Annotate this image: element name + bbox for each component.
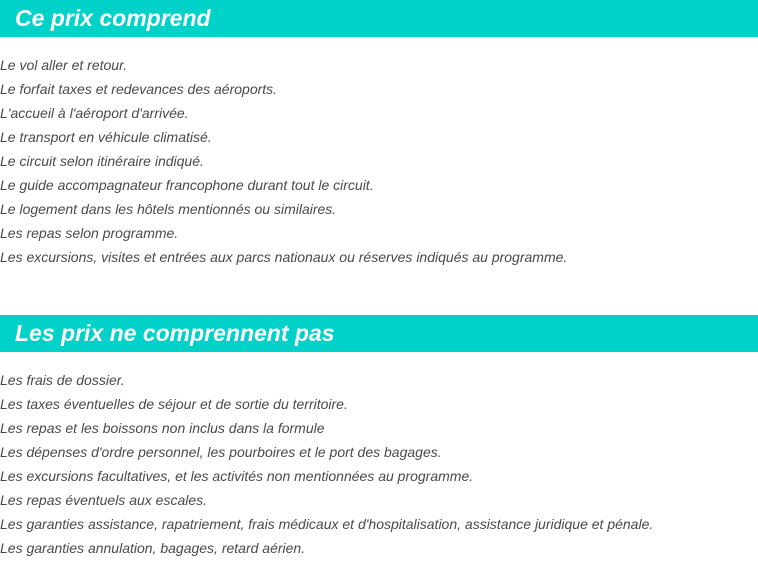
included-item: Le circuit selon itinéraire indiqué. (0, 153, 204, 169)
excluded-item: Les repas et les boissons non inclus dans la formule (0, 420, 325, 436)
excluded-item: Les excursions facultatives, et les activités non mentionnées au programme. (0, 468, 474, 484)
included-item: L'accueil à l'aéroport d'arrivée. (0, 105, 189, 121)
included-item: Le forfait taxes et redevances des aéroports. (0, 81, 278, 97)
excluded-section (0, 315, 758, 560)
included-item: Le transport en véhicule climatisé. (0, 129, 212, 145)
excluded-item: Les garanties assistance, rapatriement, frais médicaux et d'hospitalisation, assistance juridique et pénale. (0, 516, 654, 532)
included-list (0, 37, 758, 269)
included-item: Le vol aller et retour. (0, 57, 128, 73)
included-title: Ce prix comprend (0, 0, 758, 37)
excluded-item: Les garanties annulation, bagages, retard aérien. (0, 540, 306, 556)
included-item: Les repas selon programme. (0, 225, 179, 241)
excluded-title: Les prix ne comprennent pas (0, 315, 758, 352)
included-section (0, 0, 758, 269)
excluded-item: Les frais de dossier. (0, 372, 125, 388)
included-item: Les excursions, visites et entrées aux parcs nationaux ou réserves indiqués au programme. (0, 249, 568, 265)
excluded-item: Les taxes éventuelles de séjour et de sortie du territoire. (0, 396, 348, 412)
included-item: Le guide accompagnateur francophone durant tout le circuit. (0, 177, 374, 193)
excluded-item: Les dépenses d'ordre personnel, les pourboires et le port des bagages. (0, 444, 442, 460)
included-item: Le logement dans les hôtels mentionnés ou similaires. (0, 201, 337, 217)
excluded-item: Les repas éventuels aux escales. (0, 492, 208, 508)
excluded-list (0, 352, 758, 560)
